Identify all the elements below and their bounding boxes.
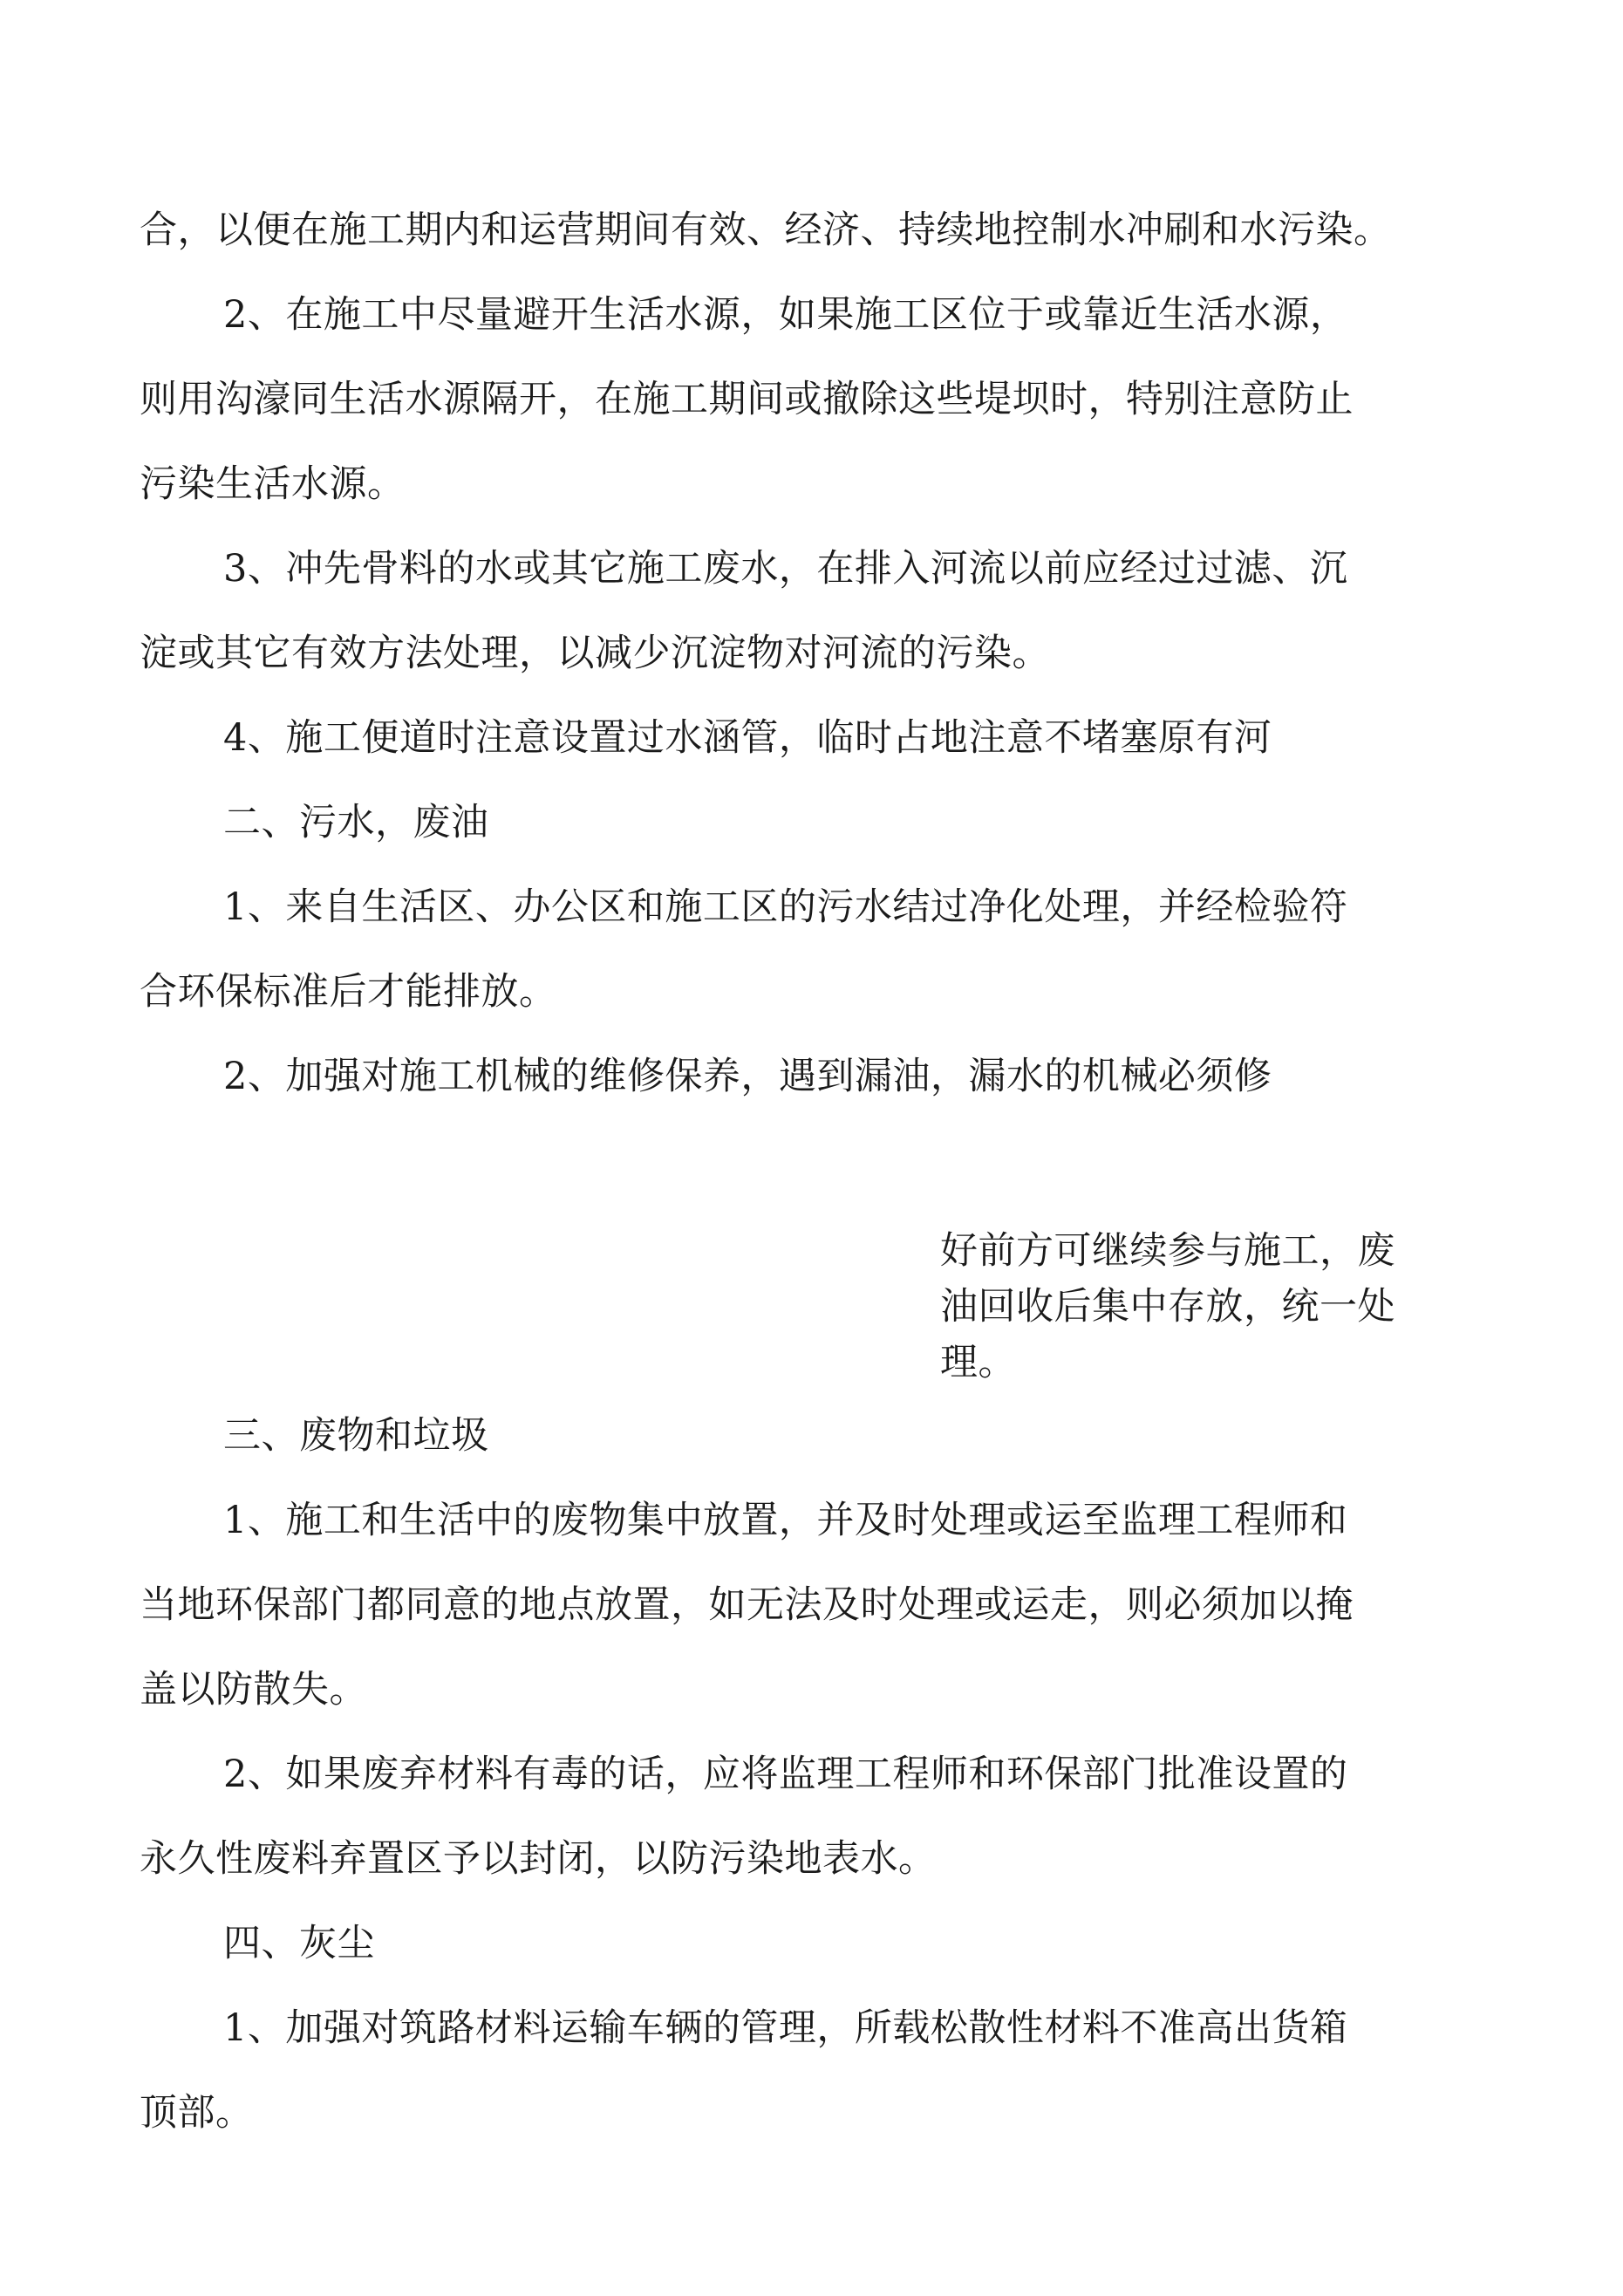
side-text-line: 好前方可继续参与施工，废 <box>940 1229 1395 1273</box>
paragraph-line: 2、在施工中尽量避开生活水源，如果施工区位于或靠近生活水源， <box>223 293 1348 337</box>
section-heading: 四、灰尘 <box>223 1922 375 1965</box>
paragraph-line: 永久性废料弃置区予以封闭，以防污染地表水。 <box>140 1837 937 1881</box>
paragraph-line: 污染生活水源。 <box>140 462 406 506</box>
paragraph-line: 当地环保部门都同意的地点放置，如无法及时处理或运走，则必须加以掩 <box>140 1583 1354 1627</box>
paragraph-line: 合，以便在施工期内和运营期间有效、经济、持续地控制水冲刷和水污染。 <box>140 208 1392 252</box>
paragraph-line: 盖以防散失。 <box>140 1668 367 1712</box>
side-text-line: 理。 <box>940 1341 1016 1384</box>
paragraph-line: 顶部。 <box>140 2091 254 2135</box>
paragraph-line: 1、施工和生活中的废物集中放置，并及时处理或运至监理工程师和 <box>223 1499 1348 1542</box>
paragraph-line: 2、如果废弃材料有毒的话，应将监理工程师和环保部门批准设置的 <box>223 1753 1348 1796</box>
paragraph-line: 则用沟濠同生活水源隔开，在施工期间或撤除这些堤坝时，特别注意防止 <box>140 378 1354 421</box>
paragraph-line: 淀或其它有效方法处理，以减少沉淀物对河流的污染。 <box>140 632 1050 675</box>
paragraph-line: 1、来自生活区、办公区和施工区的污水结过净化处理，并经检验符 <box>223 885 1348 929</box>
side-text-block <box>940 1223 1463 1391</box>
section-heading: 二、污水，废油 <box>223 801 489 844</box>
side-text-line: 油回收后集中存放，统一处 <box>940 1285 1395 1329</box>
paragraph-line: 1、加强对筑路材料运输车辆的管理，所载松散性材料不准高出货箱 <box>223 2006 1348 2050</box>
section-heading: 三、废物和垃圾 <box>223 1414 489 1458</box>
paragraph-line: 3、冲先骨料的水或其它施工废水，在排入河流以前应经过过滤、沉 <box>223 547 1348 591</box>
paragraph-line: 4、施工便道时注意设置过水涵管，临时占地注意不堵塞原有河 <box>223 716 1272 760</box>
paragraph-line: 合环保标准后才能排放。 <box>140 970 557 1014</box>
paragraph-line: 2、加强对施工机械的维修保养，遇到漏油，漏水的机械必须修 <box>223 1055 1272 1098</box>
